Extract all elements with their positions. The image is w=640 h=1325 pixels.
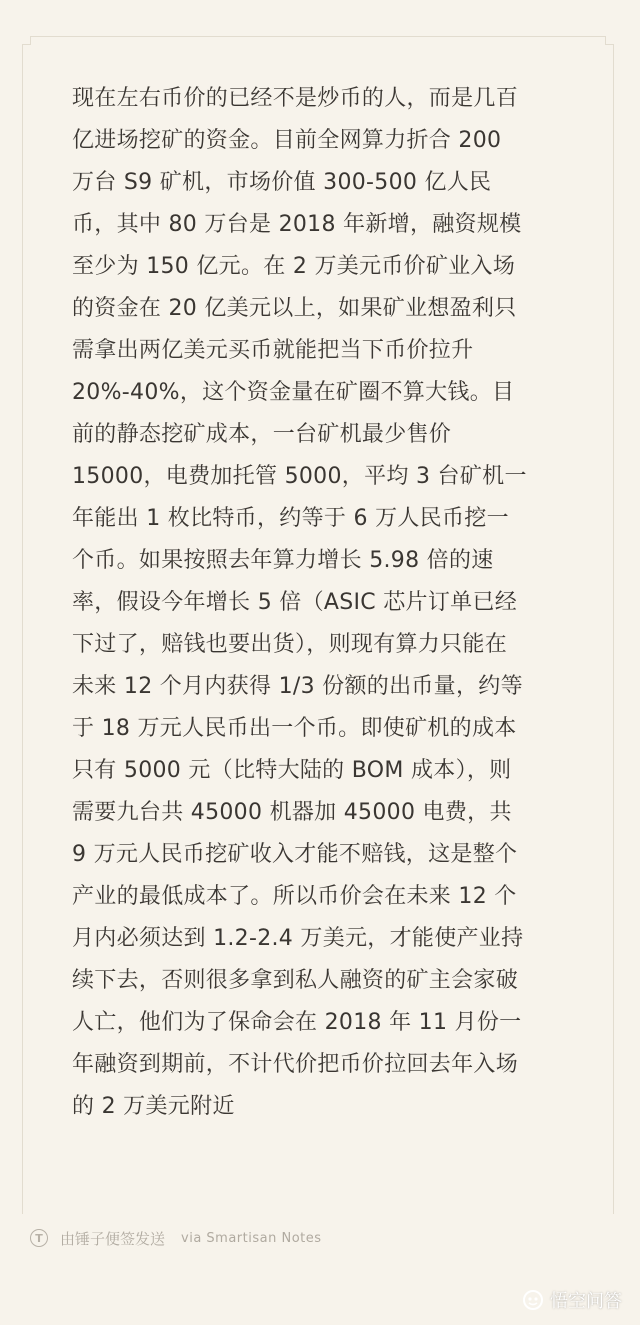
note-line: 产业的最低成本了。所以币价会在未来 12 个 — [72, 884, 517, 909]
note-line: 人亡，他们为了保命会在 2018 年 11 月份一 — [72, 1010, 522, 1035]
frame-corner-right — [605, 36, 614, 45]
note-line: 现在左右币价的已经不是炒币的人，而是几百 — [72, 86, 519, 111]
note-line: 的资金在 20 亿美元以上，如果矿业想盈利只 — [72, 296, 517, 321]
note-line: 15000，电费加托管 5000，平均 3 台矿机一 — [72, 464, 527, 489]
note-line: 于 18 万元人民币出一个币。即使矿机的成本 — [72, 716, 517, 741]
note-line: 币，其中 80 万台是 2018 年新增，融资规模 — [72, 212, 522, 237]
note-body — [72, 78, 582, 1128]
note-line: 亿进场挖矿的资金。目前全网算力折合 200 — [72, 128, 502, 153]
note-line: 需要九台共 45000 机器加 45000 电费，共 — [72, 800, 512, 825]
watermark-text: 悟空问答 — [550, 1291, 622, 1312]
note-line: 只有 5000 元（比特大陆的 BOM 成本），则 — [72, 758, 512, 783]
note-line: 前的静态挖矿成本，一台矿机最少售价 — [72, 422, 452, 447]
note-line: 至少为 150 亿元。在 2 万美元币价矿业入场 — [72, 254, 516, 279]
footer-sent-from: 由锤子便签发送 — [60, 1229, 166, 1248]
frame-corner-left — [22, 36, 31, 45]
note-line: 续下去，否则很多拿到私人融资的矿主会家破 — [72, 968, 519, 993]
note-line: 年融资到期前，不计代价把币价拉回去年入场 — [72, 1052, 519, 1077]
note-footer — [30, 1226, 322, 1250]
footer-via: via Smartisan Notes — [181, 1230, 322, 1246]
note-line: 率，假设今年增长 5 倍（ASIC 芯片订单已经 — [72, 590, 518, 615]
note-line: 月内必须达到 1.2-2.4 万美元，才能使产业持 — [72, 926, 524, 951]
note-line: 未来 12 个月内获得 1/3 份额的出币量，约等 — [72, 674, 523, 699]
note-line: 需拿出两亿美元买币就能把当下币价拉升 — [72, 338, 474, 363]
note-line: 的 2 万美元附近 — [72, 1094, 235, 1119]
note-line: 9 万元人民币挖矿收入才能不赔钱，这是整个 — [72, 842, 518, 867]
note-line: 万台 S9 矿机，市场价值 300-500 亿人民 — [72, 170, 492, 195]
note-line: 下过了，赔钱也要出货），则现有算力只能在 — [72, 632, 508, 657]
smartisan-t-icon: T — [30, 1229, 48, 1247]
wukong-watermark — [522, 1287, 622, 1313]
note-line: 年能出 1 枚比特币，约等于 6 万人民币挖一 — [72, 506, 509, 531]
wukong-qa-logo-icon — [522, 1289, 544, 1311]
note-line: 个币。如果按照去年算力增长 5.98 倍的速 — [72, 548, 494, 573]
note-line: 20%-40%，这个资金量在矿圈不算大钱。目 — [72, 380, 515, 405]
